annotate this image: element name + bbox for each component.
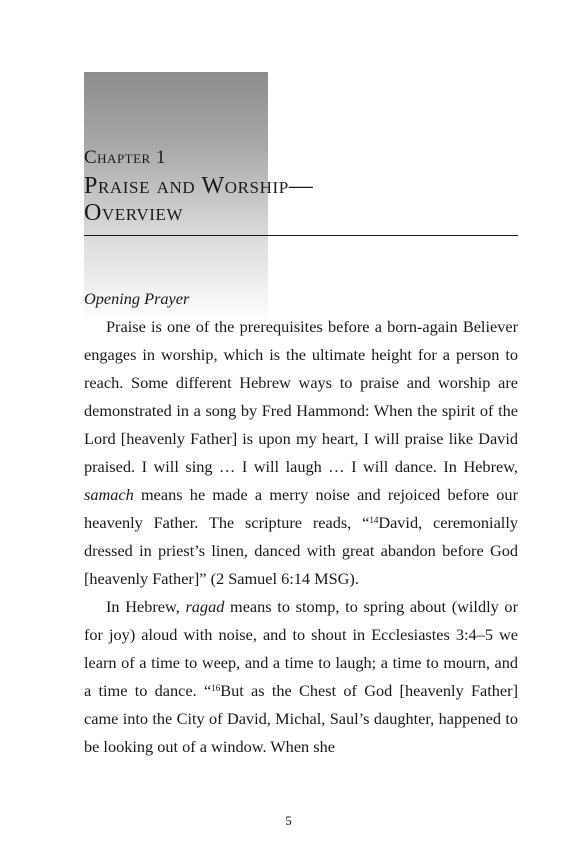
p2-text-b: means to stomp, to spring about (wildly or for joy) aloud with noise, and to shout in Ecclesiastes 3:4–5 we learn of a time to weep, and a time to laugh; a time to mourn, and a time to dance. “ <box>84 597 518 700</box>
p1-hebrew-word: samach <box>84 485 134 504</box>
p2-text-c: But as the Chest of God [heavenly Father] came into the City of David, Michal, Saul’s daughter, happened to be looking out of a window. When she <box>84 681 519 756</box>
p1-verse-number: 14 <box>369 515 379 525</box>
body-text <box>84 285 518 761</box>
page-number: 5 <box>285 813 292 828</box>
section-subheading: Opening Prayer <box>84 289 190 308</box>
chapter-title-line-2: Overview <box>84 200 184 226</box>
paragraph-2 <box>84 593 518 761</box>
chapter-label: Chapter 1 <box>84 147 166 168</box>
paragraph-1 <box>84 313 518 593</box>
p1-text-a: Praise is one of the prerequisites before a born-again Believer engages in worship, which is the ultimate height for a person to reach. Some different Hebrew ways to praise and worship are demonstrated in a song by Fred Hammond: When the spirit of the Lord [heavenly Father] is upon my heart, I will praise like David praised. I will sing … I will laugh … I will dance. In Hebrew, <box>84 317 518 476</box>
p2-verse-number: 16 <box>211 683 221 693</box>
chapter-title-line-1: Praise and Worship— <box>84 173 314 199</box>
title-rule <box>84 235 518 236</box>
chapter-title <box>84 173 518 227</box>
p2-hebrew-word: ragad <box>185 597 225 616</box>
p1-text-c: David, ceremonially dressed in priest’s linen, danced with great abandon before God [heavenly Father]” (2 Samuel 6:14 MSG). <box>84 513 518 588</box>
p2-text-a: In Hebrew, <box>106 597 186 616</box>
p1-text-b: means he made a merry noise and rejoiced before our heavenly Father. The scripture reads, “ <box>84 485 518 532</box>
chapter-heading <box>84 145 518 227</box>
